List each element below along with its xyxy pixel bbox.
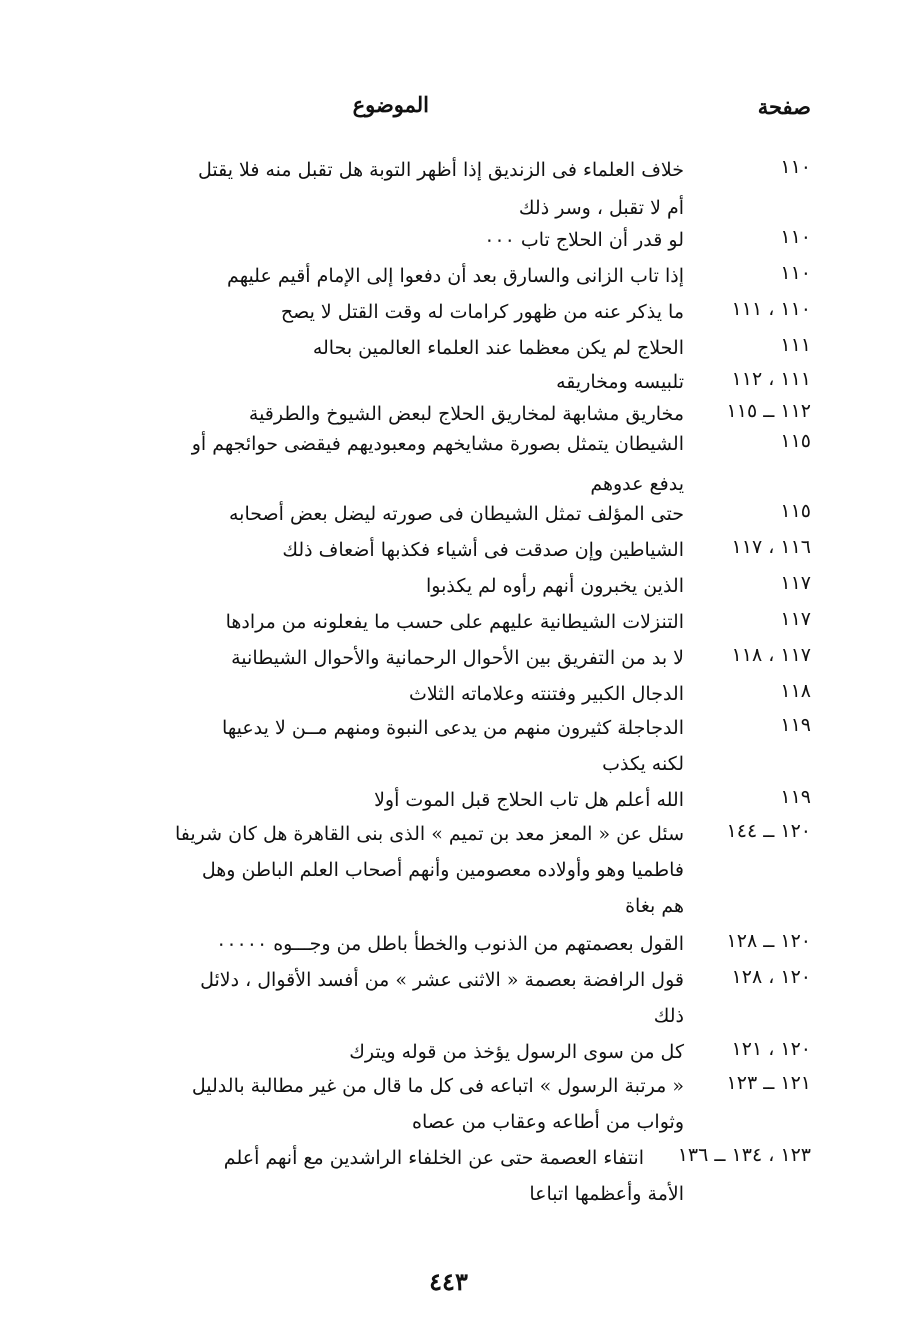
entry-page: ١١٧ ، ١١٨: [731, 644, 811, 666]
entry-topic: كل من سوى الرسول يؤخذ من قوله ويترك: [349, 1041, 684, 1063]
index-entry: [0, 330, 897, 364]
entry-topic: مخاريق مشابهة لمخاريق الحلاج لبعض الشيوخ والطرقية: [248, 403, 684, 425]
entry-topic: حتى المؤلف تمثل الشيطان فى صورته ليضل بعض أصحابه: [228, 503, 684, 525]
entry-topic: خلاف العلماء فى الزنديق إذا أظهر التوبة هل تقبل منه فلا يقتل: [197, 159, 684, 181]
entry-topic: الدجاجلة كثيرون منهم من يدعى النبوة ومنهم مــن لا يدعيها: [222, 717, 684, 739]
page-column-header: صفحة: [757, 94, 811, 119]
index-entry: [0, 1034, 897, 1068]
index-entry-continuation: [0, 466, 897, 500]
index-entry: [0, 532, 897, 566]
entry-page: ١١٧: [780, 608, 811, 630]
entry-topic: لا بد من التفريق بين الأحوال الرحمانية والأحوال الشيطانية: [231, 647, 684, 669]
entry-page: ١١٥: [780, 500, 811, 522]
entry-page: ١٢٣ ، ١٣٤ ــ ١٣٦: [677, 1144, 811, 1166]
entry-page: ١٢٠ ، ١٢١: [731, 1038, 811, 1060]
entry-page: ١١٠: [780, 226, 811, 248]
index-entry: [0, 962, 897, 996]
index-entry: [0, 782, 897, 816]
entry-topic: فاطميا وهو وأولاده معصومين وأنهم أصحاب العلم الباطن وهل: [201, 859, 684, 881]
entry-page: ١١٢ ــ ١١٥: [726, 400, 811, 422]
index-entry: [0, 258, 897, 292]
entry-topic: انتفاء العصمة حتى عن الخلفاء الراشدين مع أنهم أعلم: [223, 1147, 644, 1169]
entry-page: ١٢١ ــ ١٢٣: [726, 1072, 811, 1094]
entry-page: ١١٥: [780, 430, 811, 452]
entry-topic: قول الرافضة بعصمة « الاثنى عشر » من أفسد الأقوال ، دلائل: [200, 969, 684, 991]
index-entry: [0, 152, 897, 186]
entry-page: ١٢٠ ، ١٢٨: [731, 966, 811, 988]
entry-page: ١٢٠ ــ ١٤٤: [726, 820, 811, 842]
entry-page: ١١٠ ، ١١١: [731, 298, 811, 320]
index-entry: [0, 294, 897, 328]
entry-topic: الدجال الكبير وفتنته وعلاماته الثلاث: [408, 683, 684, 705]
entry-topic: الذين يخبرون أنهم رأوه لم يكذبوا: [425, 575, 684, 597]
index-entry: [0, 426, 897, 460]
index-entry: [0, 710, 897, 744]
index-entry-continuation: [0, 998, 897, 1032]
entry-page: ١١٦ ، ١١٧: [731, 536, 811, 558]
index-entry: [0, 676, 897, 710]
entry-topic: لو قدر أن الحلاج تاب ٠٠٠: [484, 229, 684, 251]
index-entry: [0, 364, 897, 398]
index-entry: [0, 222, 897, 256]
entry-topic: الله أعلم هل تاب الحلاج قبل الموت أولا: [374, 789, 684, 811]
index-entry-continuation: [0, 852, 897, 886]
index-entry: [0, 640, 897, 674]
index-entry: [0, 816, 897, 850]
entry-topic: « مرتبة الرسول » اتباعه فى كل ما قال من غير مطالبة بالدليل: [191, 1075, 684, 1097]
entry-topic: هم بغاة: [625, 895, 684, 917]
index-entry-continuation: [0, 1176, 897, 1210]
entry-page: ١١٩: [780, 786, 811, 808]
entry-topic: ذلك: [653, 1005, 684, 1027]
entry-topic: أم لا تقبل ، وسر ذلك: [518, 197, 684, 219]
entry-topic: الشيطان يتمثل بصورة مشايخهم ومعبوديهم فيقضى حوائجهم أو: [191, 433, 684, 455]
index-entry-continuation: [0, 1104, 897, 1138]
topic-column-header: الموضوع: [352, 92, 429, 117]
index-entry-continuation: [0, 746, 897, 780]
entry-page: ١١٨: [780, 680, 811, 702]
entry-topic: القول بعصمتهم من الذنوب والخطأ باطل من وجـــوه ٠٠٠٠٠: [216, 933, 684, 955]
index-entry-continuation: [0, 190, 897, 224]
entry-topic: لكنه يكذب: [602, 753, 684, 775]
entry-topic: التنزلات الشيطانية عليهم على حسب ما يفعلونه من مرادها: [225, 611, 684, 633]
index-entry: [0, 604, 897, 638]
entry-page: ١١١: [780, 334, 811, 356]
entry-topic: الشياطين وإن صدقت فى أشياء فكذبها أضعاف ذلك: [282, 539, 684, 561]
index-entry: [0, 496, 897, 530]
entry-page: ١١٩: [780, 714, 811, 736]
index-entry: [0, 1140, 897, 1174]
index-entry: [0, 396, 897, 430]
index-entry: [0, 568, 897, 602]
entry-topic: وثواب من أطاعه وعقاب من عصاه: [412, 1111, 684, 1133]
entry-topic: تلبيسه ومخاريقه: [556, 371, 684, 393]
entry-topic: سئل عن « المعز معد بن تميم » الذى بنى القاهرة هل كان شريفا: [174, 823, 684, 845]
entry-topic: إذا تاب الزانى والسارق بعد أن دفعوا إلى الإمام أقيم عليهم: [227, 265, 684, 287]
index-entry: [0, 926, 897, 960]
entry-page: ١٢٠ ــ ١٢٨: [726, 930, 811, 952]
entry-page: ١١١ ، ١١٢: [731, 368, 811, 390]
entry-topic: يدفع عدوهم: [590, 473, 684, 495]
entry-page: ١١٠: [780, 156, 811, 178]
page-number: ٤٤٣: [429, 1267, 468, 1296]
index-entry: [0, 1068, 897, 1102]
entry-topic: ما يذكر عنه من ظهور كرامات له وقت القتل لا يصح: [280, 301, 684, 323]
entry-page: ١١٠: [780, 262, 811, 284]
entry-page: ١١٧: [780, 572, 811, 594]
entry-topic: الحلاج لم يكن معظما عند العلماء العالمين بحاله: [312, 337, 684, 359]
entry-topic: الأمة وأعظمها اتباعا: [529, 1183, 684, 1205]
index-entry-continuation: [0, 888, 897, 922]
